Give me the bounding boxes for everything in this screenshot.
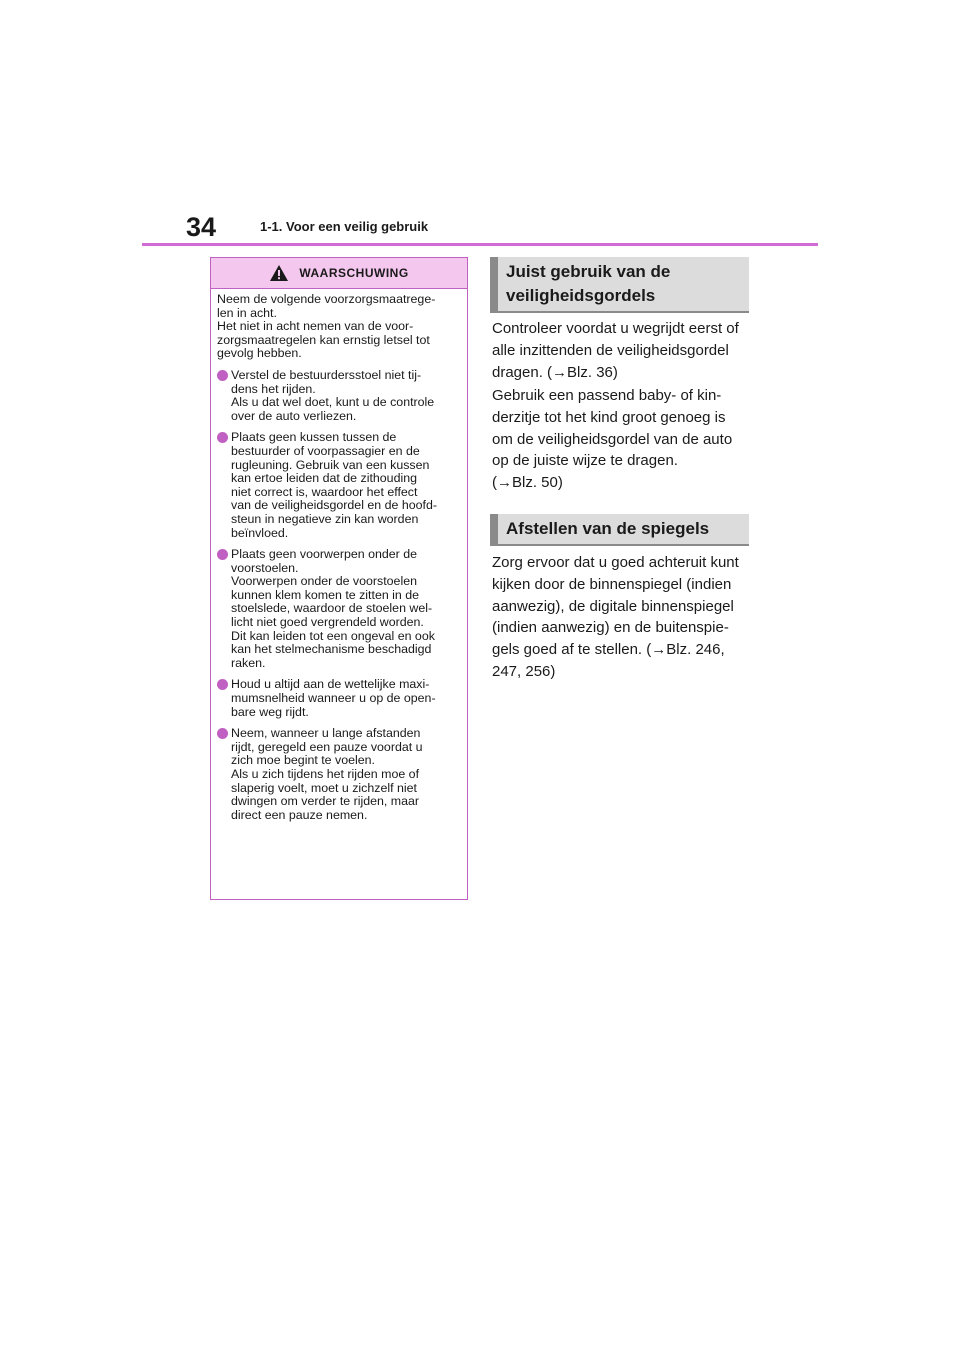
paragraph-mirrors: Zorg ervoor dat u goed achteruit kunt kijken door de binnenspiegel (indien aanwezig), de digitale binnenspiegel (indien aanwezig) en de buitenspie- gels goed af te stellen. (→Blz. 246, 247, 256)	[492, 554, 739, 680]
bullet-icon	[217, 728, 228, 739]
section-title: 1-1. Voor een veilig gebruik	[260, 219, 429, 234]
heading-seatbelts: Juist gebruik van de veiligheidsgordels	[490, 257, 749, 313]
header-rule	[142, 243, 818, 246]
warning-body	[211, 289, 467, 822]
bullet-icon	[217, 549, 228, 560]
warning-item	[217, 369, 461, 423]
warning-header	[211, 258, 467, 289]
warning-item	[217, 431, 461, 540]
warning-item	[217, 727, 461, 822]
page-number: 34	[186, 212, 217, 242]
warning-item-text: Verstel de bestuurdersstoel niet tij- dens het rijden. Als u dat wel doet, kunt u de controle over de auto verliezen.	[231, 367, 435, 423]
paragraph-child-seat: Gebruik een passend baby- of kin- derzitje tot het kind groot genoeg is om de veiligheidsgordel van de auto op de juiste wijze te dragen. (→Blz. 50)	[492, 387, 733, 492]
warning-intro: Neem de volgende voorzorgsmaatrege- len in acht. Het niet in acht nemen van de voor- zorgsmaatregelen kan ernstig letsel tot gevolg hebben.	[217, 292, 436, 361]
warning-item-text: Houd u altijd aan de wettelijke maxi- mumsnelheid wanneer u op de open- bare weg rijdt.	[231, 677, 436, 719]
warning-item-text: Plaats geen voorwerpen onder de voorstoelen. Voorwerpen onder de voorstoelen kunnen klem komen te zitten in de stoelslede, waardoor de stoelen wel- licht niet goed vergrendeld worden. Dit kan leiden tot een ongeval en ook kan het stelmechanisme beschadigd raken.	[231, 547, 435, 670]
bullet-icon	[217, 679, 228, 690]
bullet-icon	[217, 370, 228, 381]
paragraph-check-seatbelts: Controleer voordat u wegrijdt eerst of alle inzittenden de veiligheidsgordel dragen. (→Blz. 36)	[492, 320, 739, 381]
warning-item-text: Plaats geen kussen tussen de bestuurder of voorpassagier en de rugleuning. Gebruik van een kussen kan ertoe leiden dat de zithouding niet correct is, waardoor het effect van de veiligheidsgordel en de hoofd- steun in negatieve zin kan worden beïnvloed.	[231, 430, 437, 540]
warning-triangle-icon	[269, 264, 289, 282]
bullet-icon	[217, 432, 228, 443]
warning-box	[210, 257, 468, 900]
warning-item	[217, 548, 461, 670]
heading-mirrors: Afstellen van de spiegels	[490, 514, 749, 546]
warning-item-text: Neem, wanneer u lange afstanden rijdt, geregeld een pauze voordat u zich moe begint te voelen. Als u zich tijdens het rijden moe of slaperig voelt, moet u zichzelf niet dwingen om verder te rijden, maar direct een pauze nemen.	[231, 726, 423, 822]
warning-title: WAARSCHUWING	[299, 266, 409, 280]
warning-item	[217, 678, 461, 719]
